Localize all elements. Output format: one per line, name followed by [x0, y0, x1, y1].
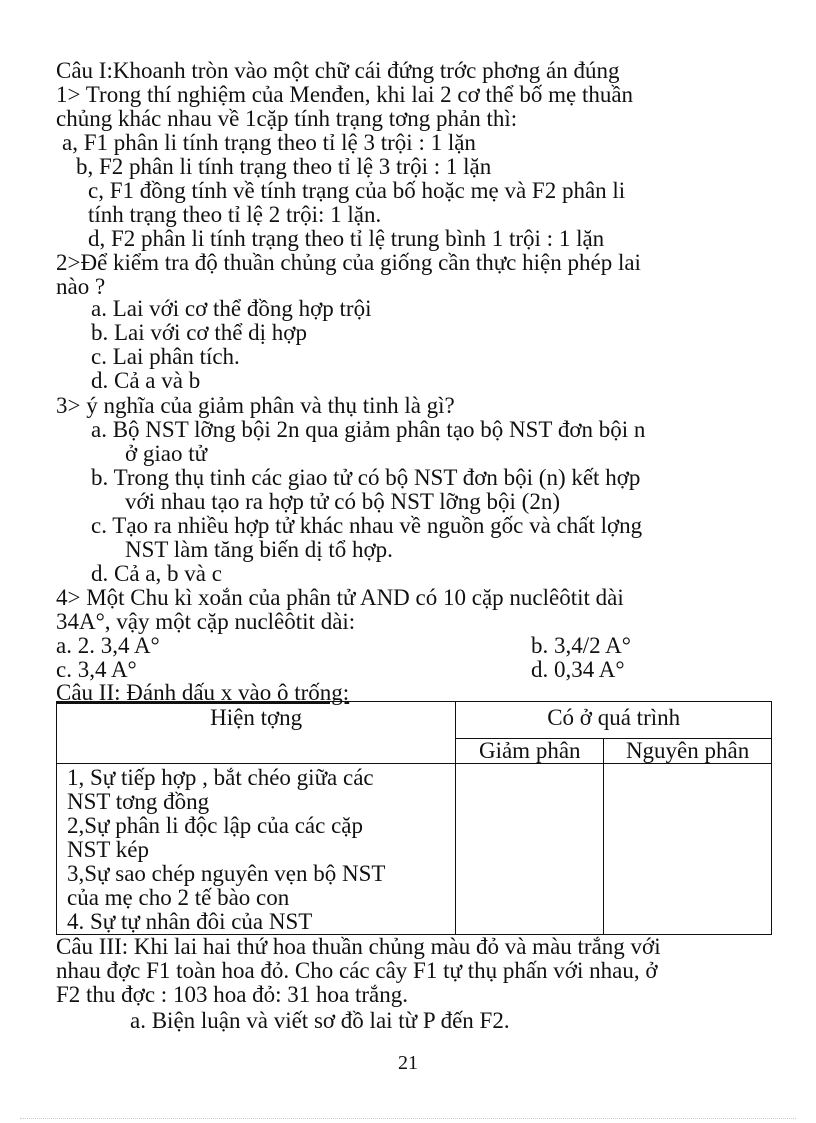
phenomenon-line: NST tơng đồng	[67, 789, 210, 814]
q2-option-a: a. Lai với cơ thể đồng hợp trội	[91, 296, 372, 321]
section2-heading: Câu II: Đánh dấu x vào ô trống:	[56, 680, 350, 705]
section3-item-a: a. Biện luận và viết sơ đồ lai từ P đến F2.	[130, 1008, 510, 1033]
q2-option-d: d. Cả a và b	[91, 368, 201, 393]
q3-option-a-line1: a. Bộ NST lỡng bội 2n qua giảm phân tạo bộ NST đơn bội n	[91, 417, 646, 442]
q4-stem-line1: 4> Một Chu kì xoắn của phân tử AND có 10 cặp nuclêôtit dài	[56, 585, 624, 610]
q3-option-c-line1: c. Tạo ra nhiều hợp tử khác nhau về nguồn gốc và chất lợng	[91, 513, 643, 538]
q3-option-b-line2: với nhau tạo ra hợp tử có bộ NST lỡng bội (2n)	[125, 489, 561, 514]
q1-option-b: b, F2 phân li tính trạng theo tỉ lệ 3 trội : 1 lặn	[76, 154, 492, 179]
q1-stem-line1: 1> Trong thí nghiệm của Menđen, khi lai 2 cơ thể bố mẹ thuần	[56, 82, 634, 107]
q4-option-a: a. 2. 3,4 A°	[56, 633, 160, 658]
header-phenomenon: Hiện tợng	[57, 702, 456, 764]
q1-option-a: a, F1 phân li tính trạng theo tỉ lệ 3 trội : 1 lặn	[62, 130, 476, 155]
meiosis-answer-cell[interactable]	[456, 764, 604, 935]
section3-line1: Câu III: Khi lai hai thứ hoa thuần chủng màu đỏ và màu trắng với	[56, 934, 661, 959]
q3-option-c-line2: NST làm tăng biến dị tổ hợp.	[125, 537, 393, 562]
section1-heading: Câu I:Khoanh tròn vào một chữ cái đứng trớc phơng án đúng	[56, 58, 620, 83]
q1-option-c-line1: c, F1 đồng tính về tính trạng của bố hoặc mẹ và F2 phân li	[88, 178, 626, 203]
phenomenon-table	[56, 701, 772, 935]
q2-option-b: b. Lai với cơ thể dị hợp	[91, 320, 307, 345]
mitosis-answer-cell[interactable]	[604, 764, 772, 935]
q4-option-b: b. 3,4/2 A°	[531, 633, 631, 658]
phenomenon-line: 4. Sự tự nhân đôi của NST	[67, 909, 313, 934]
q3-option-a-line2: ở giao tử	[125, 441, 208, 466]
phenomenon-line: của mẹ cho 2 tế bào con	[67, 885, 290, 910]
header-meiosis: Giảm phân	[456, 739, 604, 764]
q1-option-c-line2: tính trạng theo tỉ lệ 2 trội: 1 lặn.	[88, 202, 382, 227]
q3-option-d: d. Cả a, b và c	[91, 561, 222, 586]
phenomenon-line: 2,Sự phân li độc lập của các cặp	[67, 813, 364, 838]
page-bottom-divider	[20, 1118, 796, 1119]
header-process: Có ở quá trình	[456, 702, 772, 739]
phenomena-cell	[57, 764, 456, 935]
phenomenon-line: 3,Sự sao chép nguyên vẹn bộ NST	[67, 861, 386, 886]
phenomenon-line: 1, Sự tiếp hợp , bắt chéo giữa các	[67, 765, 374, 790]
q2-stem-line1: 2>Để kiểm tra độ thuần chủng của giống cần thực hiện phép lai	[56, 250, 641, 275]
q2-stem-line2: nào ?	[56, 274, 106, 299]
phenomenon-line: NST kép	[67, 837, 149, 862]
q4-option-d: d. 0,34 A°	[531, 657, 625, 682]
q4-stem-line2: 34A°, vậy một cặp nuclêôtit dài:	[56, 609, 356, 634]
page-number: 21	[398, 1052, 418, 1074]
section3-line3: F2 thu đợc : 103 hoa đỏ: 31 hoa trắng.	[56, 982, 409, 1007]
q1-stem-line2: chủng khác nhau về 1cặp tính trạng tơng phản thì:	[56, 106, 518, 131]
q3-option-b-line1: b. Trong thụ tinh các giao tử có bộ NST đơn bội (n) kết hợp	[91, 465, 641, 490]
q1-option-d: d, F2 phân li tính trạng theo tỉ lệ trung bình 1 trội : 1 lặn	[88, 226, 605, 251]
header-mitosis: Nguyên phân	[604, 739, 772, 764]
section3-line2: nhau đợc F1 toàn hoa đỏ. Cho các cây F1 tự thụ phấn với nhau, ở	[56, 958, 658, 983]
q3-stem: 3> ý nghĩa của giảm phân và thụ tinh là gì?	[56, 393, 455, 418]
q2-option-c: c. Lai phân tích.	[91, 344, 240, 369]
q4-option-c: c. 3,4 A°	[56, 657, 137, 682]
